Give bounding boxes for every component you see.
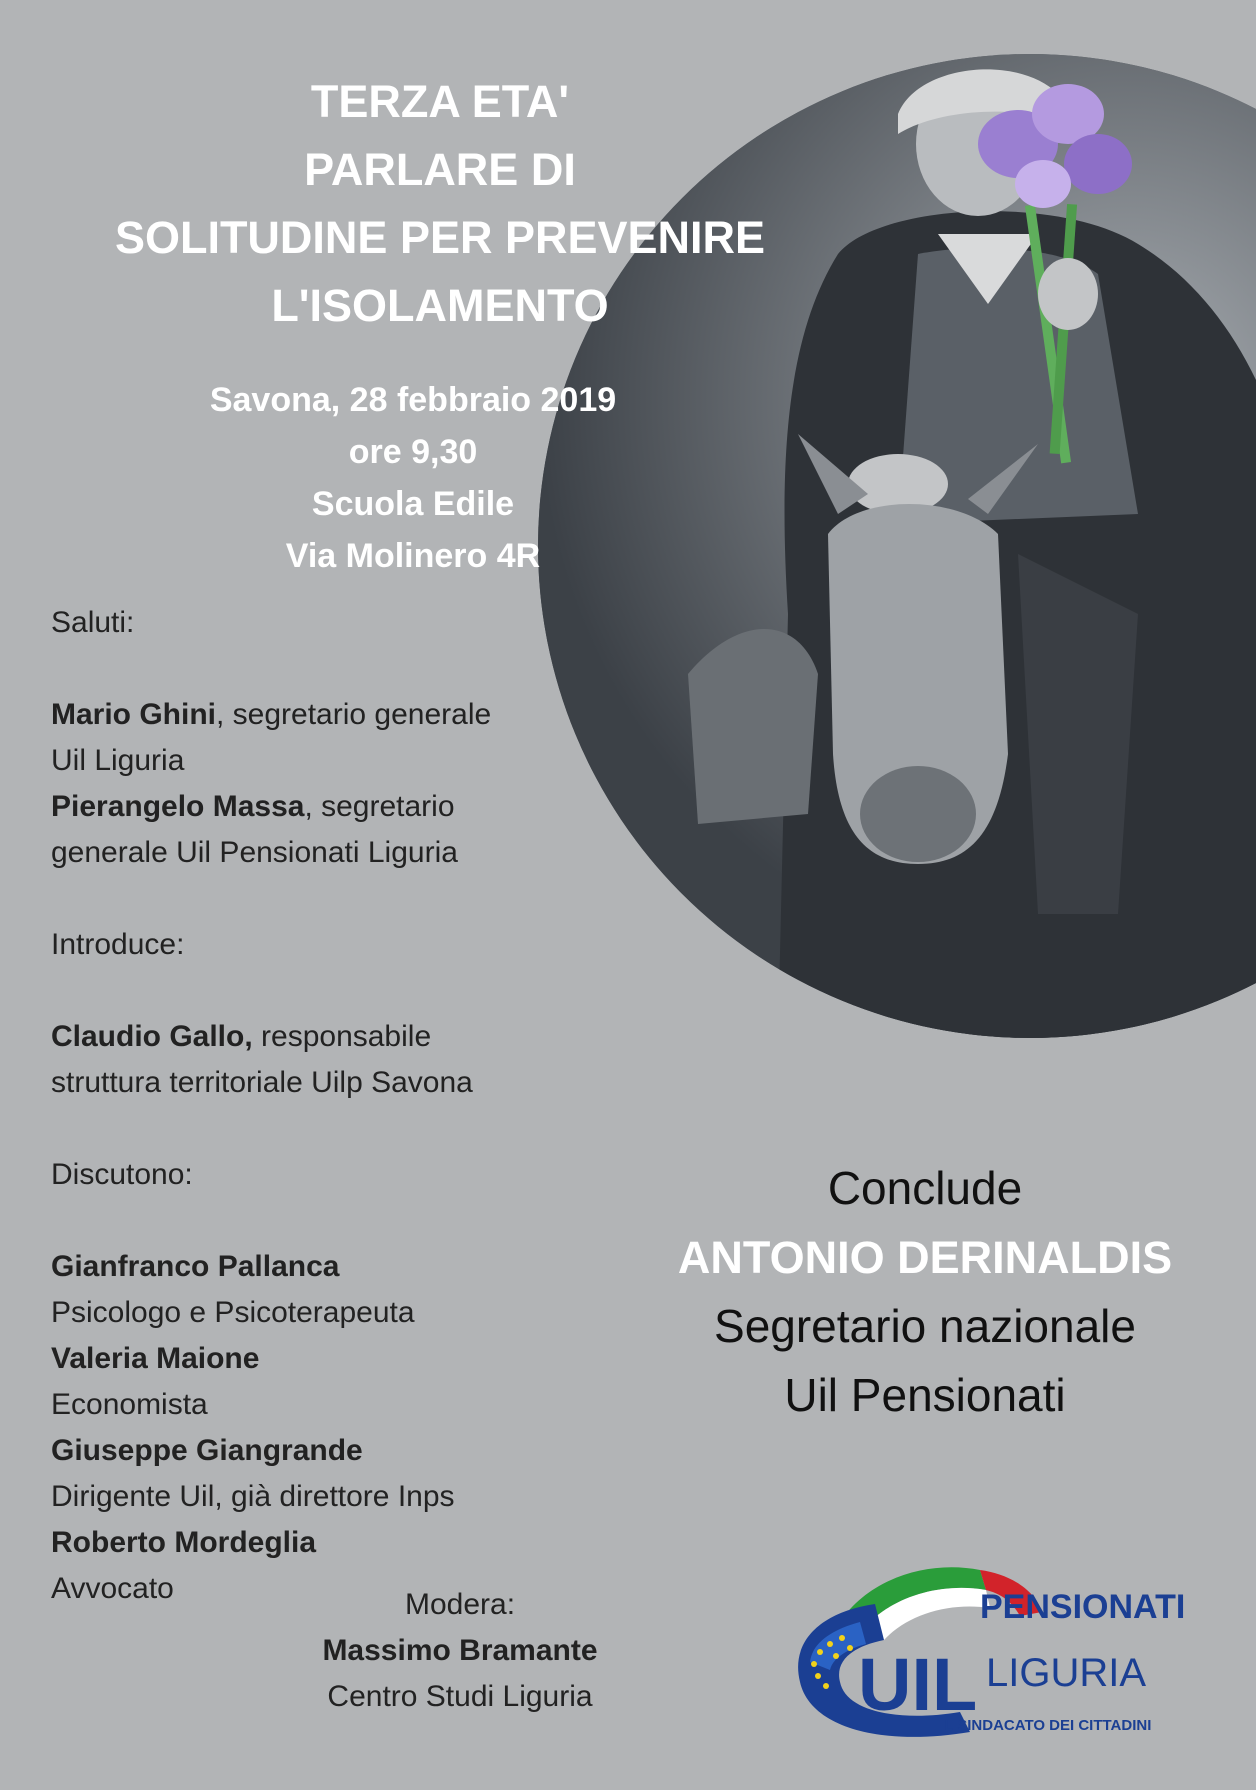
title-line: L'ISOLAMENTO (271, 280, 609, 331)
logo-region-text: LIGURIA (986, 1651, 1147, 1695)
panelist-role: Dirigente Uil, già direttore Inps (51, 1480, 455, 1513)
saluti-label: Saluti: (51, 606, 135, 639)
panelist-name (51, 1336, 651, 1382)
logo-top-text: PENSIONATI (980, 1588, 1186, 1626)
logo-tagline-text: IL SINDACATO DEI CITTADINI (940, 1717, 1152, 1734)
speaker-entry (51, 784, 651, 830)
speaker-role: responsabile (252, 1020, 432, 1053)
speaker-entry (51, 1014, 651, 1060)
logo-brand-text: UIL (858, 1643, 978, 1726)
closing-block (620, 1154, 1230, 1430)
logo-graphic (780, 1552, 1240, 1742)
closing-speaker-org: Uil Pensionati (784, 1369, 1066, 1421)
panelist-name-text: Gianfranco Pallanca (51, 1250, 340, 1283)
speaker-role: , segretario (304, 790, 455, 823)
discutono-label: Discutono: (51, 1158, 193, 1191)
program (51, 600, 651, 1612)
introduce-label: Introduce: (51, 928, 185, 961)
closing-label: Conclude (827, 1162, 1023, 1214)
panelist-name (51, 1520, 651, 1566)
speaker-role-cont: Uil Liguria (51, 744, 185, 777)
moderator-name (280, 1628, 640, 1674)
panelist-role: Avvocato (51, 1572, 174, 1605)
speaker-name: Claudio Gallo, (51, 1020, 253, 1053)
speaker-name: Mario Ghini (51, 698, 216, 731)
event-time: ore 9,30 (348, 433, 478, 471)
moderator-label: Modera: (404, 1588, 516, 1621)
event-venue: Scuola Edile (311, 485, 515, 523)
speaker-name: Pierangelo Massa (51, 790, 305, 823)
moderator-name-text: Massimo Bramante (322, 1634, 598, 1667)
uil-pensionati-liguria-logo (780, 1552, 1240, 1742)
panelist-role: Economista (51, 1388, 208, 1421)
panelist-name-text: Roberto Mordeglia (51, 1526, 317, 1559)
closing-speaker-role: Segretario nazionale (714, 1300, 1136, 1352)
speaker-entry (51, 692, 651, 738)
speaker-role: , segretario generale (216, 698, 492, 731)
event-details (0, 374, 826, 582)
speaker-role-cont: generale Uil Pensionati Liguria (51, 836, 458, 869)
moderator-block (280, 1582, 640, 1720)
event-address: Via Molinero 4R (285, 537, 541, 575)
panelist-name (51, 1428, 651, 1474)
title-line: PARLARE DI (304, 144, 576, 195)
panelist-name-text: Giuseppe Giangrande (51, 1434, 363, 1467)
title-line: SOLITUDINE PER PREVENIRE (114, 212, 766, 263)
title-line: TERZA ETA' (310, 76, 570, 127)
panelist-role: Psicologo e Psicoterapeuta (51, 1296, 415, 1329)
speaker-role-cont: struttura territoriale Uilp Savona (51, 1066, 473, 1099)
panelist-name-text: Valeria Maione (51, 1342, 260, 1375)
event-date: Savona, 28 febbraio 2019 (209, 381, 617, 419)
panelist-name (51, 1244, 651, 1290)
poster-title (40, 68, 840, 340)
closing-speaker-name: ANTONIO DERINALDIS (677, 1232, 1173, 1283)
moderator-org: Centro Studi Liguria (327, 1680, 593, 1713)
